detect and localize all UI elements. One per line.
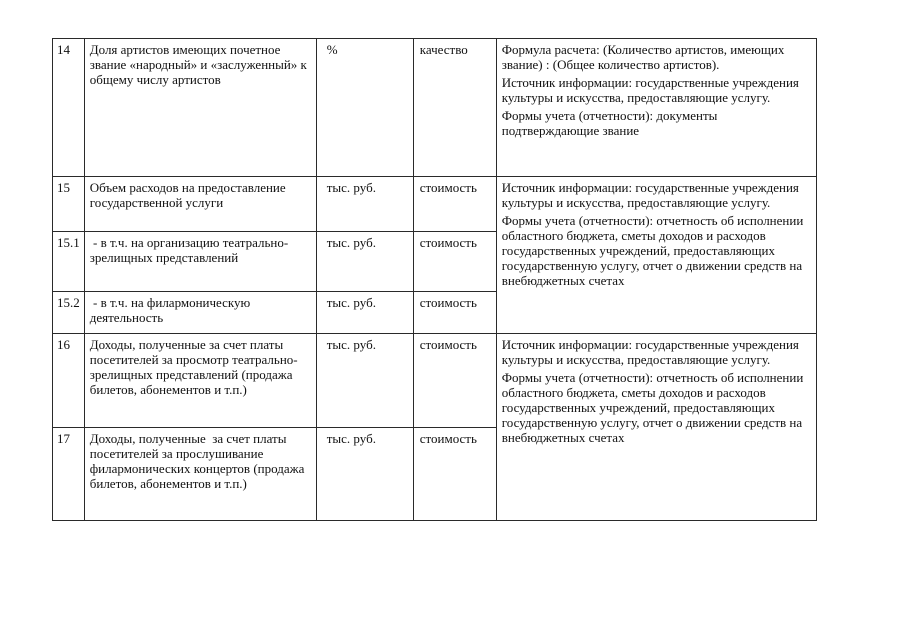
indicator-type: стоимость (413, 232, 496, 292)
accounting-forms-text: Формы учета (отчетности): отчетность об исполнении областного бюджета, сметы доходов и расходов государственных учреждений, предоставляющих государственную услугу, отчет о движении средств на внебюджетных счетах (501, 370, 804, 445)
indicator-name: Доходы, полученные за счет платы посетителей за прослушивание филармонических концертов (продажа билетов, абонементов и т.п.) (84, 428, 316, 521)
row-number: 15 (53, 177, 85, 232)
indicator-name: Объем расходов на предоставление государственной услуги (84, 177, 316, 232)
indicators-table (52, 38, 817, 521)
table-row (53, 177, 817, 232)
unit-cell: тыс. руб. (316, 334, 413, 428)
unit-cell: тыс. руб. (316, 177, 413, 232)
accounting-forms-text: Формы учета (отчетности): отчетность об исполнении областного бюджета, сметы доходов и расходов государственных учреждений, предоставляющих государственную услугу, отчет о движении средств на внебюджетных счетах (501, 213, 804, 288)
source-text: Источник информации: государственные учреждения культуры и искусства, предоставляющие услугу. (501, 180, 799, 210)
table-row (53, 39, 817, 177)
indicator-name: Доля артистов имеющих почетное звание «народный» и «заслуженный» к общему числу артистов (84, 39, 316, 177)
unit-cell: тыс. руб. (316, 232, 413, 292)
unit-cell: тыс. руб. (316, 428, 413, 521)
source-text: Источник информации: государственные учреждения культуры и искусства, предоставляющие услугу. (501, 337, 799, 367)
row-number: 17 (53, 428, 85, 521)
row-number: 15.2 (53, 292, 85, 334)
info-source-cell (496, 39, 816, 177)
unit-cell: % (316, 39, 413, 177)
info-source-cell (496, 177, 816, 334)
indicator-type: качество (413, 39, 496, 177)
row-number: 15.1 (53, 232, 85, 292)
indicator-name: - в т.ч. на организацию театрально-зрелищных представлений (84, 232, 316, 292)
indicator-type: стоимость (413, 177, 496, 232)
row-number: 16 (53, 334, 85, 428)
indicator-type: стоимость (413, 334, 496, 428)
indicator-type: стоимость (413, 428, 496, 521)
unit-cell: тыс. руб. (316, 292, 413, 334)
indicator-type: стоимость (413, 292, 496, 334)
accounting-forms-text: Формы учета (отчетности): документы подтверждающие звание (501, 108, 718, 138)
table-row (53, 334, 817, 428)
info-source-cell (496, 334, 816, 521)
source-text: Источник информации: государственные учреждения культуры и искусства, предоставляющие услугу. (501, 75, 799, 105)
indicator-name: - в т.ч. на филармоническую деятельность (84, 292, 316, 334)
indicator-name: Доходы, полученные за счет платы посетителей за просмотр театрально-зрелищных представлений (продажа билетов, абонементов и т.п.) (84, 334, 316, 428)
row-number: 14 (53, 39, 85, 177)
formula-text: Формула расчета: (Количество артистов, имеющих звание) : (Общее количество артистов). (501, 42, 785, 72)
